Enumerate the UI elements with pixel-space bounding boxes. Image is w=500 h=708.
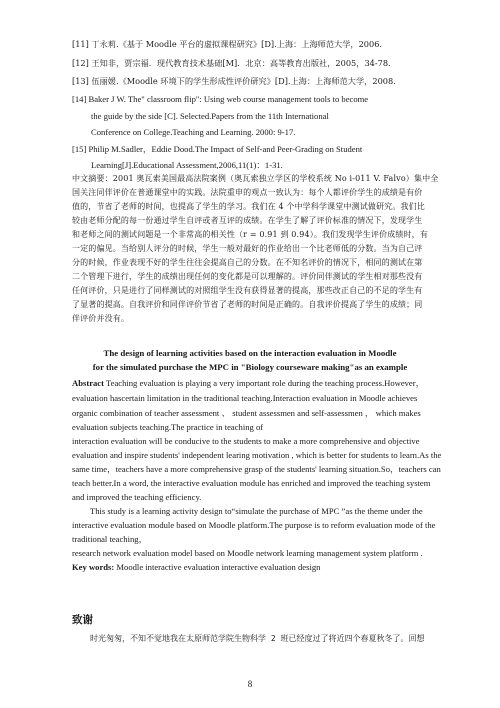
keywords-label: Key words: xyxy=(72,562,115,572)
keywords-line xyxy=(72,561,320,574)
keywords-text: Moodle interactive evaluation interactive evaluation design xyxy=(114,562,321,572)
zh-abstract-line: 值的，节省了老师的时间，也提高了学生的学习。我们在 4 个中学科学课堂中测试做研究。我们比 xyxy=(72,202,425,211)
zh-abstract-line: 中文摘要：2001 奥瓦索美国最高法院案例（奥瓦索独立学区的学校系统 No i-011 V. Falvo）集中全 xyxy=(72,174,439,183)
zh-abstract-line: 任何评价，只是进行了同样测试的对照组学生没有获得显著的提高，那些改正自己的不足的学生有 xyxy=(72,286,423,295)
reference-12: [12] 王知非，贾宗福．现代教育技术基础[M]．北京：高等教育出版社，2005，34-78. xyxy=(72,58,391,68)
reference-14-line-2: the guide by the side [C]. Selected.Papers from the 11th International xyxy=(91,111,329,121)
abstract-line: interaction evaluation will be conducive to the students to make a more comprehensive and objective xyxy=(72,436,420,446)
abstract-line: interactive evaluation module based on Moodle platform.The purpose is to reform evaluation mode of the xyxy=(72,520,436,530)
zh-abstract-line: 二个管理下进行，学生的成绩出现任何的变化都是可以理解的。评价同伴测试的学生相对那些没有 xyxy=(72,272,423,281)
page-number: 8 xyxy=(247,679,253,689)
abstract-text: Teaching evaluation is playing a very important role during the teaching process.However， xyxy=(103,378,425,388)
reference-14: [14] Baker J W. The" classroom flip": Using web course management tools to become xyxy=(72,94,369,104)
abstract-first-line xyxy=(72,377,424,390)
zh-abstract-line: 较由老师分配的每一份通过学生自评或者互评的成绩。在学生了解了评价标准的情况下，发现学生 xyxy=(72,216,423,225)
abstract-label: Abstract xyxy=(72,378,104,388)
zh-abstract-line: 了显著的提高。自我评价和同伴评价节省了老师的时间是正确的。自我评价提高了学生的成绩；同 xyxy=(72,300,423,309)
english-title-line-2: for the simulated purchase the MPC in "Biology courseware making"as an example xyxy=(92,362,408,372)
abstract-line: same time，teachers have a more comprehensive grasp of the students' learning situation.So，teachers can xyxy=(72,464,441,474)
abstract-line: and improved the teaching efficiency. xyxy=(72,492,202,502)
abstract-paragraph-2: This study is a learning activity design to“simulate the purchase of MPC ”as the theme under the xyxy=(90,506,423,516)
abstract-line: traditional teaching， xyxy=(72,534,148,544)
zh-abstract-line: 国关注同伴评价在普通课堂中的实践。法院重申的观点一致认为：每个人都评价学生的成绩是有价 xyxy=(72,188,423,197)
reference-15: [15] Philip M.Sadler，Eddie Dood.The Impact of Self-and Peer-Grading on Student xyxy=(72,144,363,154)
abstract-line: evaluation and inspire students' independent learing motivation , which is better for students to learn.As the xyxy=(72,450,442,460)
reference-14-line-3: Conference on College.Teaching and Learning. 2000: 9-17. xyxy=(91,127,296,137)
abstract-line: research network evaluation model based on Moodle network learning management system platform . xyxy=(72,548,423,558)
acknowledgement-heading: 致谢 xyxy=(72,614,93,626)
acknowledgement-text: 时光匆匆，不知不觉地我在太原师范学院生物科学 2 班已经度过了将近四个春夏秋冬了。回想 xyxy=(90,634,425,643)
zh-abstract-line: 分的时候，作业表现不好的学生往往会提高自己的分数。在不知名评价的情况下，相同的测试在第 xyxy=(72,258,423,267)
abstract-line: evaluation hascertain limitation in the traditional teaching.Interaction evaluation in Moodle achieves xyxy=(72,393,418,403)
reference-15-line-2: Learning[J].Educational Assessment,2006,11(1)：1-31. xyxy=(91,160,283,170)
zh-abstract-line: 伴评价并没有。 xyxy=(72,314,130,323)
reference-11: [11] 丁永莉.《基于 Moodle 平台的虚拟课程研究》[D].上海：上海师范大学，2006. xyxy=(72,39,383,49)
abstract-line: teach better.In a word, the interactive evaluation module has enriched and improved the teaching system xyxy=(72,478,431,488)
abstract-line: organic combination of teacher assessment 、 student assessmen and self-assessmen ， which makes xyxy=(72,408,421,418)
zh-abstract-line: 一定的偏见。当给别人评分的时候，学生一般对最好的作业给出一个比老师低的分数。当为自己评 xyxy=(72,244,423,253)
reference-13: [13] 伍丽媛.《Moodle 环境下的学生形成性评价研究》[D].上海：上海师范大学，2008. xyxy=(72,76,396,86)
abstract-line: evaluation subjects teaching.The practice in teaching of xyxy=(72,422,264,432)
english-title-line-1: The design of learning activities based on the interaction evaluation in Moodle xyxy=(103,348,397,358)
zh-abstract-line: 和老师之间的测试问题是一个非常高的相关性（r = 0.91 到 0.94）。我们发现学生评价成绩时，有 xyxy=(72,230,428,239)
